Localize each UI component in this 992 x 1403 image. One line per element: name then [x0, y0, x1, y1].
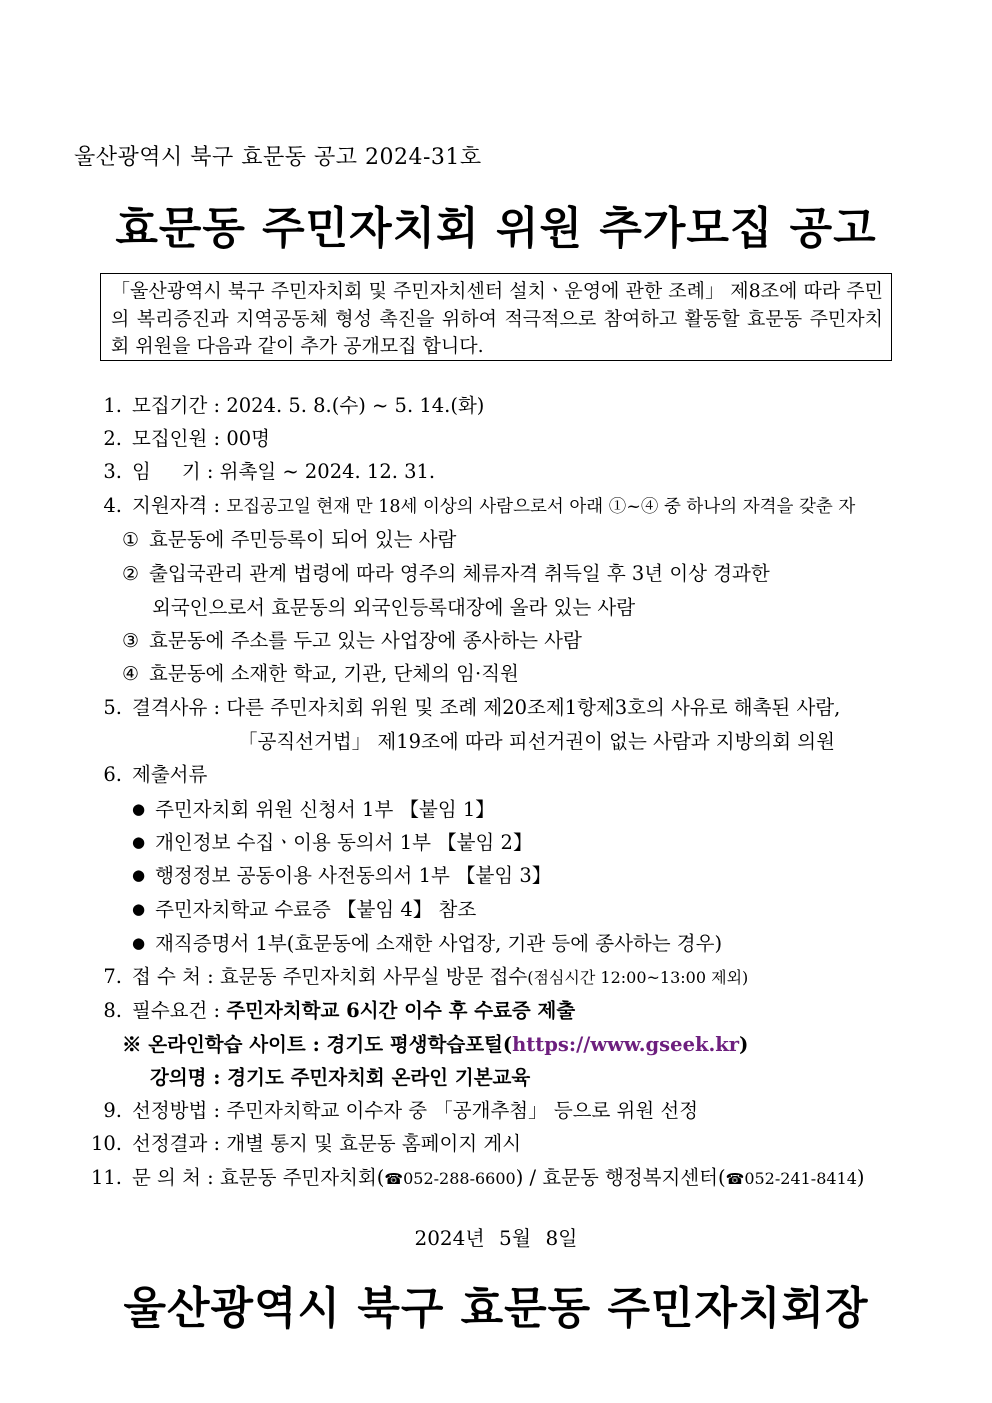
- phone-number: 052-241-8414: [744, 1169, 857, 1188]
- item-label: 결격사유 :: [132, 696, 221, 719]
- item-number: 1.: [103, 394, 122, 417]
- item-label: 지원자격 :: [132, 494, 221, 517]
- item-value: 위촉일 ~ 2024. 12. 31.: [219, 460, 436, 483]
- lecture-name: [150, 1065, 530, 1091]
- inquiry-text: ) / 효문동 행정복지센터(: [515, 1166, 726, 1189]
- item-label: 모집인원 :: [132, 427, 221, 450]
- document-text: 개인정보 수집ㆍ이용 동의서 1부 【붙임 2】: [155, 831, 533, 854]
- item-number: 8.: [103, 999, 122, 1022]
- circled-number: ①: [122, 529, 140, 551]
- eligibility-2: [122, 561, 770, 587]
- intro-box: 「울산광역시 북구 주민자치회 및 주민자치센터 설치ㆍ운영에 관한 조례」 제8조에 따라 주민의 복리증진과 지역공동체 형성 촉진을 위하여 적극적으로 참여하고 활동할 효문동 주민자치회 위원을 다음과 같이 추가 공개모집 합니다.: [100, 273, 892, 361]
- eligibility-4: [122, 661, 519, 687]
- item-note: (점심시간 12:00~13:00 제외): [527, 968, 749, 987]
- item-label: 모집기간 :: [132, 394, 221, 417]
- online-site-close: ): [739, 1033, 749, 1056]
- item-number: 10.: [90, 1132, 122, 1155]
- eligibility-2-cont: [152, 595, 635, 621]
- document-item: [132, 797, 495, 824]
- eligibility-1: [122, 527, 456, 553]
- item-selection-method: [100, 1098, 698, 1124]
- bullet-icon: ●: [132, 934, 146, 952]
- item-label: 접 수 처 :: [132, 965, 214, 988]
- item-number: 2.: [103, 427, 122, 450]
- item-recruitment-period: [100, 393, 484, 419]
- document-item: [132, 830, 532, 857]
- document-text: 주민자치회 위원 신청서 1부 【붙임 1】: [155, 798, 495, 821]
- notice-number: 울산광역시 북구 효문동 공고 2024-31호: [74, 145, 482, 170]
- bullet-icon: ●: [132, 833, 146, 851]
- inquiry-text: ): [856, 1166, 865, 1189]
- bullet-icon: ●: [132, 800, 146, 818]
- online-site-label: ※ 온라인학습 사이트 : 경기도 평생학습포털(: [122, 1033, 513, 1056]
- eligibility-text: 효문동에 소재한 학교, 기관, 단체의 임·직원: [149, 662, 519, 685]
- phone-icon: ☎: [384, 1170, 404, 1188]
- document-item: [132, 863, 551, 890]
- item-recruitment-count: [100, 426, 270, 452]
- item-value: 효문동 주민자치회 사무실 방문 접수: [219, 965, 528, 988]
- circled-number: ④: [122, 663, 140, 685]
- item-value: 주민자치학교 이수자 중 「공개추첨」 등으로 위원 선정: [226, 1099, 699, 1122]
- online-site-line: [122, 1032, 748, 1058]
- item-reception: [100, 964, 748, 991]
- item-documents: [100, 762, 207, 788]
- signature: 울산광역시 북구 효문동 주민자치회장: [123, 1283, 869, 1334]
- item-selection-result: [88, 1131, 521, 1157]
- item-label: 제출서류: [132, 763, 208, 786]
- phone-number: 052-288-6600: [403, 1169, 516, 1188]
- item-number: 3.: [103, 460, 122, 483]
- eligibility-text: 효문동에 주소를 두고 있는 사업장에 종사하는 사람: [149, 629, 582, 652]
- item-disqualification-cont: [238, 729, 835, 755]
- item-value: 2024. 5. 8.(수) ~ 5. 14.(화): [226, 394, 485, 417]
- document-text: 재직증명서 1부(효문동에 소재한 사업장, 기관 등에 종사하는 경우): [155, 932, 723, 955]
- eligibility-text: 외국인으로서 효문동의 외국인등록대장에 올라 있는 사람: [152, 596, 636, 619]
- item-value: 「공직선거법」 제19조에 따라 피선거권이 없는 사람과 지방의회 의원: [238, 730, 835, 753]
- item-number: 5.: [103, 696, 122, 719]
- item-inquiry: [88, 1165, 865, 1192]
- item-number: 6.: [103, 763, 122, 786]
- phone-icon: ☎: [725, 1170, 745, 1188]
- item-number: 9.: [103, 1099, 122, 1122]
- item-label: 선정결과 :: [132, 1132, 221, 1155]
- inquiry-text: 효문동 주민자치회(: [219, 1166, 385, 1189]
- document-text: 행정정보 공동이용 사전동의서 1부 【붙임 3】: [155, 864, 552, 887]
- online-site-link[interactable]: https://www.gseek.kr: [512, 1033, 740, 1056]
- lecture-text: 강의명 : 경기도 주민자치회 온라인 기본교육: [150, 1066, 531, 1089]
- item-label: 필수요건 :: [132, 999, 221, 1022]
- page-title: 효문동 주민자치회 위원 추가모집 공고: [115, 203, 877, 254]
- item-term: [100, 459, 435, 485]
- bullet-icon: ●: [132, 900, 146, 918]
- eligibility-3: [122, 628, 582, 654]
- circled-number: ②: [122, 563, 140, 585]
- item-disqualification: [100, 695, 840, 721]
- item-number: 11.: [90, 1166, 122, 1189]
- item-eligibility: [100, 493, 855, 520]
- item-label: 문 의 처 :: [132, 1166, 214, 1189]
- item-number: 7.: [103, 965, 122, 988]
- eligibility-text: 출입국관리 관계 법령에 따라 영주의 체류자격 취득일 후 3년 이상 경과한: [149, 562, 770, 585]
- item-value: 00명: [226, 427, 270, 450]
- eligibility-text: 효문동에 주민등록이 되어 있는 사람: [149, 528, 457, 551]
- item-requirement: [100, 998, 575, 1024]
- bullet-icon: ●: [132, 866, 146, 884]
- item-label: 임 기 :: [132, 460, 214, 483]
- notice-date: 2024년 5월 8일: [414, 1226, 578, 1250]
- item-value: 다른 주민자치회 위원 및 조례 제20조제1항제3호의 사유로 해촉된 사람,: [226, 696, 841, 719]
- item-value: 모집공고일 현재 만 18세 이상의 사람으로서 아래 ①~④ 중 하나의 자격을 갖춘 자: [226, 497, 856, 517]
- circled-number: ③: [122, 630, 140, 652]
- document-item: [132, 897, 476, 924]
- item-label: 선정방법 :: [132, 1099, 221, 1122]
- document-item: [132, 931, 722, 958]
- document-text: 주민자치학교 수료증 【붙임 4】 참조: [155, 898, 477, 921]
- item-number: 4.: [103, 494, 122, 517]
- item-value: 개별 통지 및 효문동 홈페이지 게시: [226, 1132, 522, 1155]
- item-value: 주민자치학교 6시간 이수 후 수료증 제출: [226, 999, 576, 1022]
